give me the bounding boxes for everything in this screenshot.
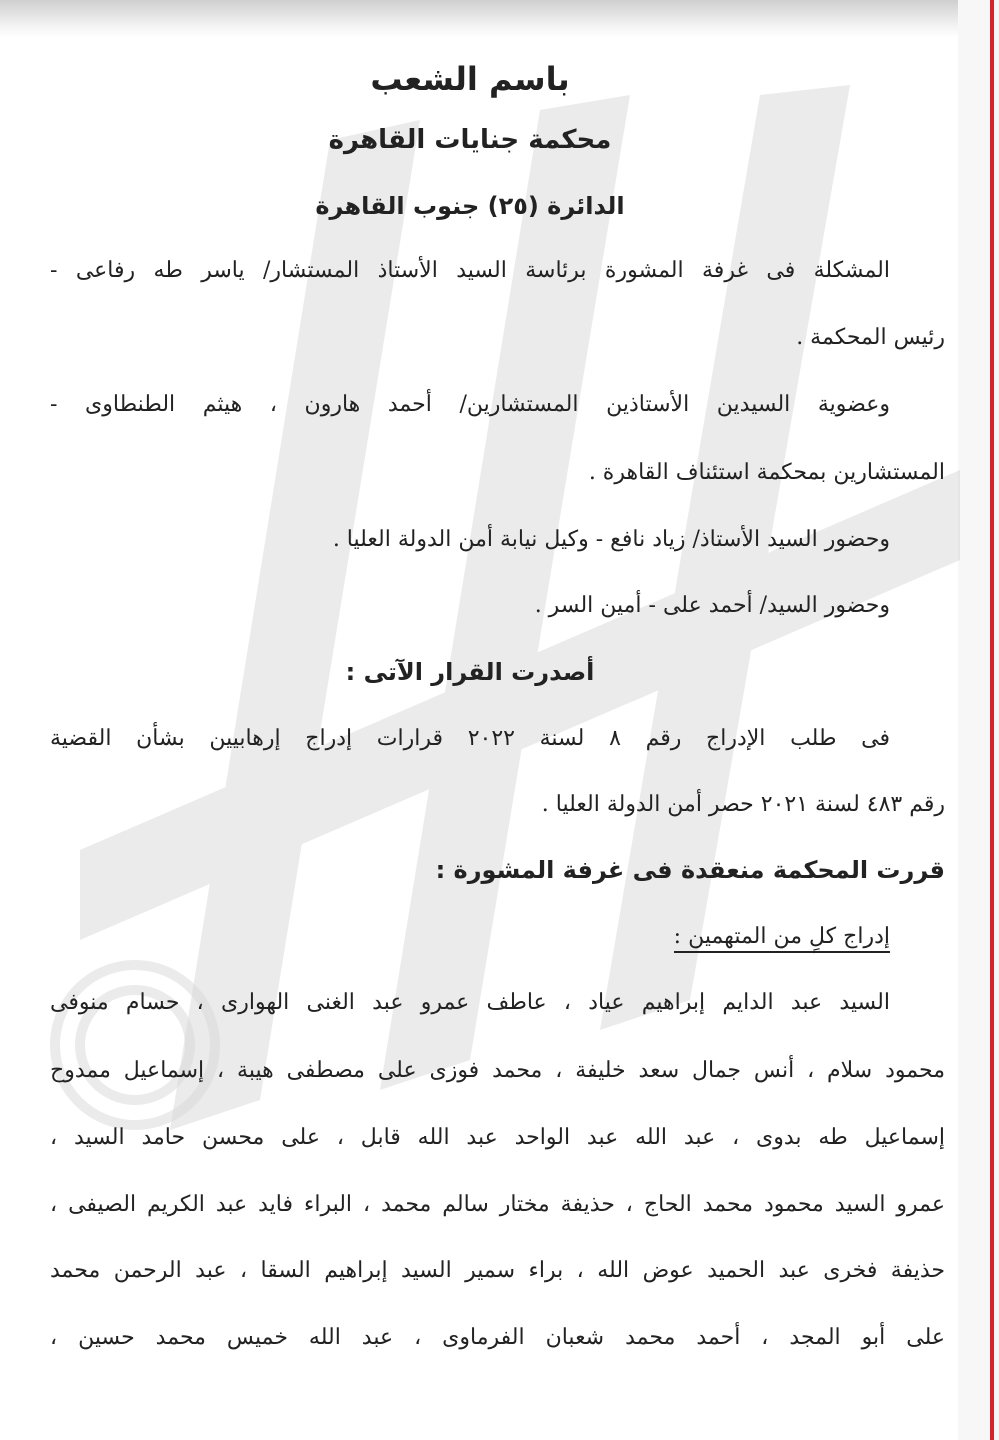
prosecutor-attendance: وحضور السيد الأستاذ/ زياد نافع - وكيل نيابة أمن الدولة العليا . — [332, 527, 890, 552]
request-line-2: رقم ٤٨٣ لسنة ٢٠٢١ حصر أمن الدولة العليا . — [541, 792, 945, 817]
panel-chair-line: المشكلة فى غرفة المشورة برئاسة السيد الأستاذ المستشار/ ياسر طه رفاعى - — [50, 258, 890, 283]
names-line: حذيفة فخرى عبد الحميد عوض الله ، براء سمير السيد إبراهيم السقا ، عبد الرحمن محمد — [50, 1258, 945, 1283]
panel-members-court: المستشارين بمحكمة استئناف القاهرة . — [588, 460, 945, 485]
document-title: باسم الشعب — [370, 60, 570, 98]
secretary-attendance: وحضور السيد/ أحمد على - أمين السر . — [534, 593, 890, 618]
red-border-line — [990, 0, 994, 1440]
request-line-1: فى طلب الإدراج رقم ٨ لسنة ٢٠٢٢ قرارات إدراج إرهابيين بشأن القضية — [50, 726, 891, 751]
names-line: السيد عبد الدايم إبراهيم عياد ، عاطف عمرو عبد الغنى الهوارى ، حسام منوفى — [50, 990, 890, 1015]
court-name: محكمة جنايات القاهرة — [328, 125, 612, 155]
names-line: إسماعيل طه بدوى ، عبد الله عبد الواحد عبد الله قابل ، على محسن حامد السيد ، — [50, 1125, 945, 1150]
names-line: على أبو المجد ، أحمد محمد شعبان الفرماوى ، عبد الله خميس محمد حسين ، — [50, 1325, 945, 1350]
document-page — [40, 40, 945, 1420]
panel-members-line: وعضوية السيدين الأستاذين المستشارين/ أحمد هارون ، هيثم الطنطاوى - — [50, 392, 890, 417]
decision-issued-heading: أصدرت القرار الآتى : — [345, 658, 595, 686]
names-line: عمرو السيد محمود محمد الحاج ، حذيفة مختار سالم محمد ، البراء فايد عبد الكريم الصيفى ، — [50, 1192, 945, 1217]
top-shadow — [0, 0, 960, 38]
defendants-label: إدراج كلٍ من المتهمين : — [674, 924, 890, 953]
circuit-name: الدائرة (٢٥) جنوب القاهرة — [315, 192, 625, 220]
names-line: محمود سلام ، أنس جمال سعد خليفة ، محمد فوزى على مصطفى هيبة ، إسماعيل ممدوح — [50, 1058, 945, 1083]
panel-chair-title: رئيس المحكمة . — [796, 325, 945, 350]
court-decision-heading: قررت المحكمة منعقدة فى غرفة المشورة : — [435, 856, 945, 884]
